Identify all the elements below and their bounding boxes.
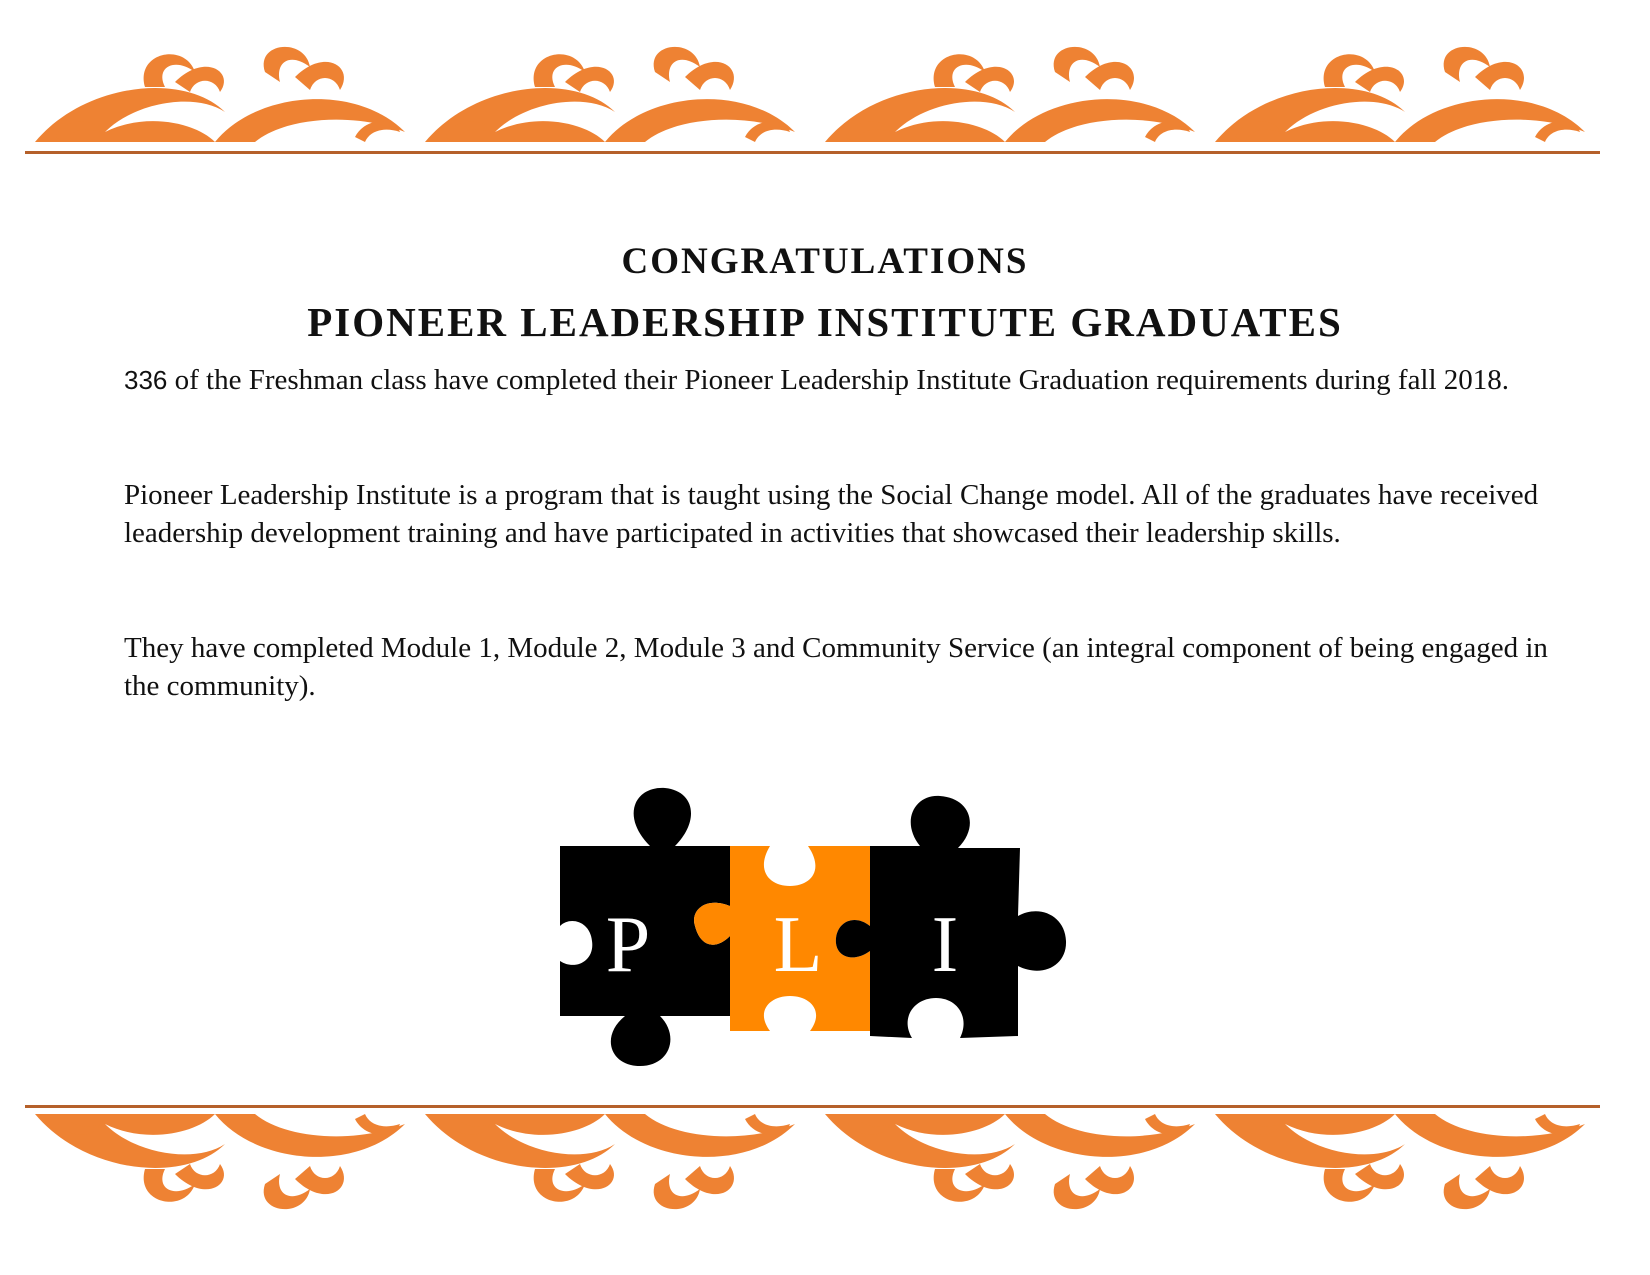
graduate-count: 336 bbox=[124, 365, 168, 395]
congratulations-heading: CONGRATULATIONS bbox=[621, 241, 1029, 282]
bottom-ornament-border bbox=[25, 1104, 1600, 1224]
top-border-rule bbox=[25, 151, 1600, 154]
top-ornament-border bbox=[25, 32, 1600, 152]
program-description-paragraph: Pioneer Leadership Institute is a program that is taught using the Social Change model. All of the graduates have received leadership development training and have participated in activities that showcased their leadership skills. bbox=[124, 479, 1539, 549]
pli-puzzle-logo bbox=[540, 786, 1140, 1086]
graduates-heading: PIONEER LEADERSHIP INSTITUTE GRADUATES bbox=[307, 299, 1343, 345]
logo-letter-l: L bbox=[773, 901, 823, 989]
logo-letter-i: I bbox=[931, 901, 959, 989]
graduate-count-text: of the Freshman class have completed their Pioneer Leadership Institute Graduation requirements during fall 2018. bbox=[167, 364, 1510, 396]
modules-completed-paragraph: They have completed Module 1, Module 2, Module 3 and Community Service (an integral component of being engaged in the community). bbox=[124, 632, 1548, 702]
graduate-count-paragraph bbox=[124, 361, 1564, 399]
logo-letter-p: P bbox=[605, 901, 651, 989]
